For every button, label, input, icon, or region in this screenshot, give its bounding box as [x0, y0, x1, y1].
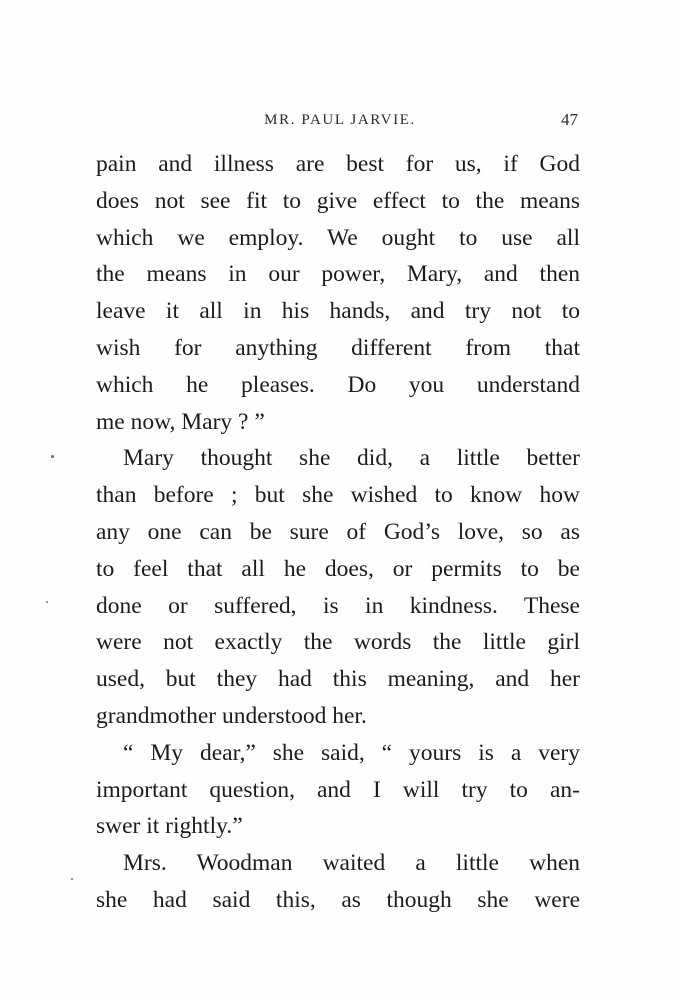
text-line: the means in our power, Mary, and then [96, 261, 580, 288]
text-line: pain and illness are best for us, if God [96, 151, 580, 177]
paper-speck [46, 601, 48, 603]
text-line: she had said this, as though she were [96, 886, 580, 913]
paper-speck [51, 455, 54, 458]
text-line: leave it all in his hands, and try not to [96, 298, 580, 325]
page-number: 47 [561, 110, 578, 129]
text-line: grandmother understood her. [96, 702, 367, 729]
running-title: MR. PAUL JARVIE. [264, 112, 416, 128]
text-line: any one can be sure of God’s love, so as [96, 518, 580, 545]
text-line: me now, Mary ? ” [96, 408, 265, 435]
text-line: which we employ. We ought to use all [96, 224, 580, 251]
running-head [0, 108, 680, 132]
text-line: important question, and I will try to an- [96, 776, 580, 803]
text-line: swer it rightly.” [96, 813, 243, 840]
paper-speck [71, 878, 73, 880]
text-line: than before ; but she wished to know how [96, 482, 580, 509]
text-line: which he pleases. Do you understand [96, 371, 580, 398]
text-line: does not see fit to give effect to the means [96, 187, 580, 214]
text-line: Mary thought she did, a little better [123, 445, 580, 472]
text-line: done or suffered, is in kindness. These [96, 592, 580, 619]
text-line: were not exactly the words the little girl [96, 629, 580, 656]
text-line: wish for anything different from that [96, 334, 580, 361]
text-line: Mrs. Woodman waited a little when [123, 850, 580, 877]
text-line: “ My dear,” she said, “ yours is a very [123, 739, 580, 766]
text-line: to feel that all he does, or permits to be [96, 555, 580, 582]
body-text [96, 146, 580, 919]
text-line: used, but they had this meaning, and her [96, 666, 580, 693]
